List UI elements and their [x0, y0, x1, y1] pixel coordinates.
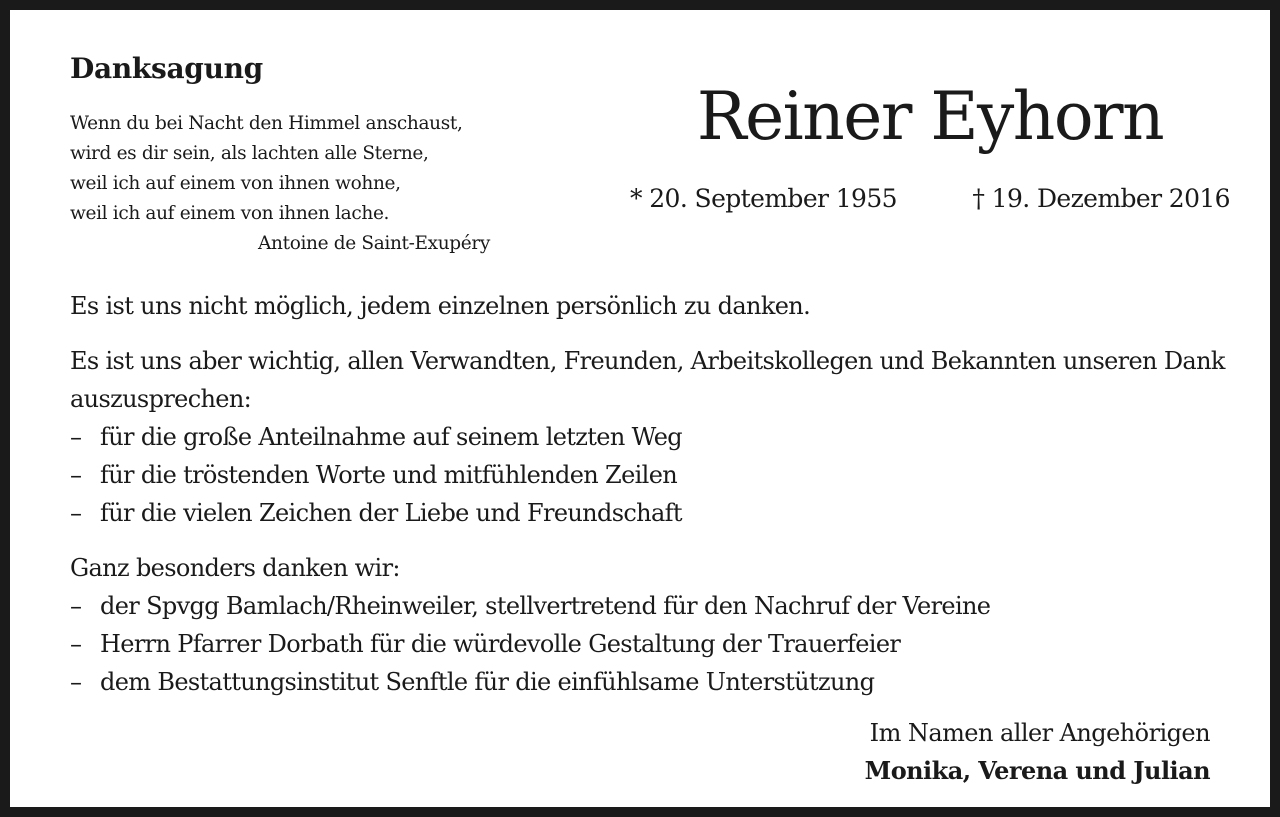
- signature-names: Monika, Verena und Julian: [864, 756, 1210, 785]
- list-item: – der Spvgg Bamlach/Rheinweiler, stellvertretend für den Nachruf der Vereine: [70, 587, 1240, 625]
- message-body: [70, 287, 1240, 701]
- poem-line: weil ich auf einem von ihnen wohne,: [70, 173, 401, 194]
- life-dates: [630, 184, 1230, 213]
- special-thanks-list: [70, 587, 1240, 701]
- paragraph-special: Ganz besonders danken wir:: [70, 554, 400, 582]
- poem-line: weil ich auf einem von ihnen lache.: [70, 203, 390, 224]
- signature: [865, 714, 1210, 790]
- poem-line: Wenn du bei Nacht den Himmel anschaust,: [70, 113, 463, 134]
- death-date: † 19. Dezember 2016: [972, 184, 1230, 213]
- poem: [70, 109, 500, 259]
- poem-author: Antoine de Saint-Exupéry: [258, 233, 490, 254]
- list-item: – Herrn Pfarrer Dorbath für die würdevolle Gestaltung der Trauerfeier: [70, 625, 1240, 663]
- birth-date: * 20. September 1955: [630, 184, 897, 213]
- deceased-name: Reiner Eyhorn: [696, 78, 1164, 155]
- poem-line: wird es dir sein, als lachten alle Sterne,: [70, 143, 429, 164]
- list-item: – dem Bestattungsinstitut Senftle für die einfühlsame Unterstützung: [70, 663, 1240, 701]
- paragraph-intro: Es ist uns nicht möglich, jedem einzelnen persönlich zu danken.: [70, 292, 811, 320]
- list-item: – für die tröstenden Worte und mitfühlenden Zeilen: [70, 456, 1240, 494]
- list-item: – für die vielen Zeichen der Liebe und Freundschaft: [70, 494, 1240, 532]
- heading: Danksagung: [70, 52, 263, 85]
- list-item: – für die große Anteilnahme auf seinem letzten Weg: [70, 418, 1240, 456]
- signature-intro: Im Namen aller Angehörigen: [869, 719, 1210, 747]
- thanks-list: [70, 418, 1240, 532]
- paragraph-thanks: Es ist uns aber wichtig, allen Verwandten, Freunden, Arbeitskollegen und Bekannten unseren Dank auszusprechen:: [70, 347, 1225, 413]
